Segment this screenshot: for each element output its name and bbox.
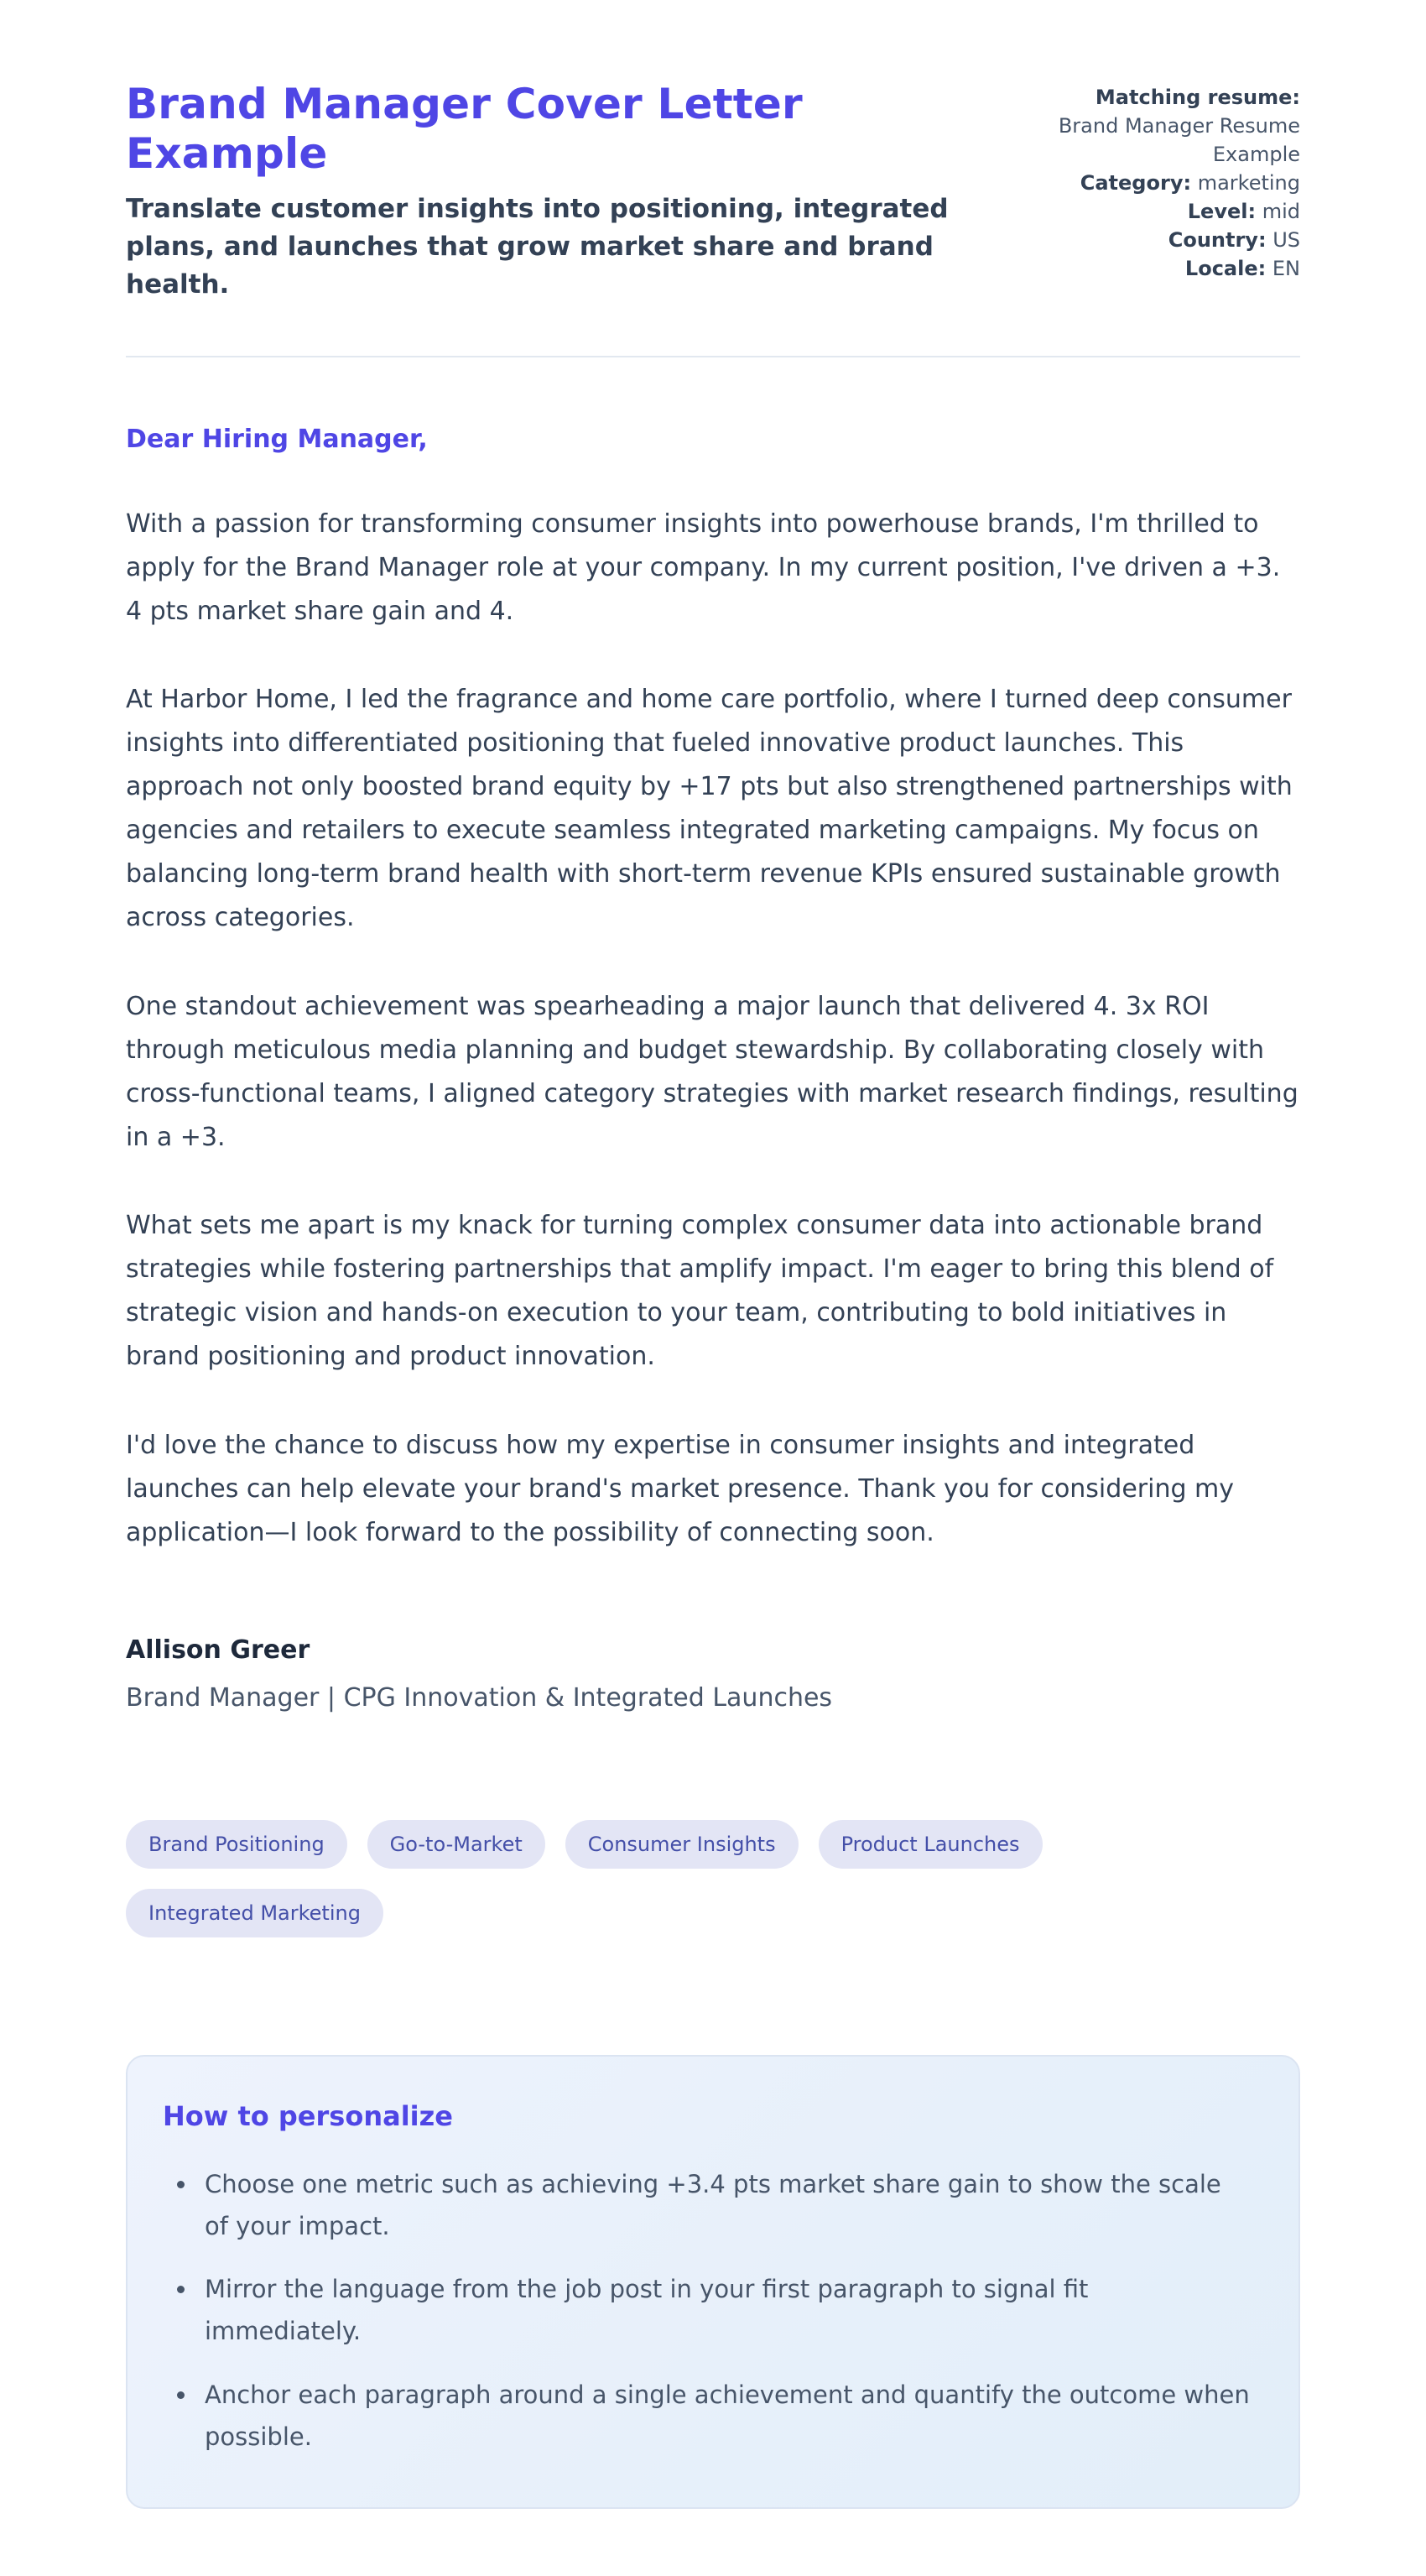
matching-resume-label: Matching resume: (1095, 86, 1300, 109)
signature-name: Allison Greer (126, 1635, 310, 1665)
letter-body (126, 503, 1300, 1555)
personalize-list (163, 2164, 1250, 2459)
personalize-bullet: • Anchor each paragraph around a single achievement and quantify the outcome when possible. (198, 2375, 1250, 2459)
matching-resume-value: Brand Manager Resume Example (1058, 114, 1300, 167)
meta-country: Country: US (1168, 228, 1300, 253)
resume-meta-block (1044, 80, 1300, 284)
letter-paragraph: With a passion for transforming consumer insights into powerhouse brands, I'm thrilled to apply for the Brand Manager role at your company. In my current position, I've driven a +3. 4 pts market share gain and 4. (126, 508, 1281, 626)
page-header (126, 80, 1300, 304)
meta-level: Level: mid (1187, 200, 1300, 224)
tag-product-launches: Product Launches (819, 1820, 1043, 1869)
tag-brand-positioning: Brand Positioning (126, 1820, 347, 1869)
header-divider (126, 356, 1300, 357)
letter-paragraph: One standout achievement was spearheading a major launch that delivered 4. 3x ROI through meticulous media planning and budget stewardship. By collaborating closely with cross-functional teams, I aligned category strategies with market research findings, resulting in a +3. (126, 991, 1298, 1152)
page-title: Brand Manager Cover Letter Example (126, 80, 803, 178)
tag-consumer-insights: Consumer Insights (565, 1820, 799, 1869)
letter-paragraph: At Harbor Home, I led the fragrance and home care portfolio, where I turned deep consumer insights into differentiated positioning that fueled innovative product launches. This approach not only boosted brand equity by +17 pts but also strengthened partnerships with agencies and retailers to execute seamless integrated marketing campaigns. My focus on balancing long-term brand health with short-term revenue KPIs ensured sustainable growth across categories. (126, 685, 1293, 932)
salutation: Dear Hiring Manager, (126, 424, 428, 454)
meta-locale: Locale: EN (1184, 257, 1300, 281)
tag-go-to-market: Go-to-Market (367, 1820, 545, 1869)
signature-role: Brand Manager | CPG Innovation & Integrated Launches (126, 1682, 833, 1713)
personalize-bullet: • Choose one metric such as achieving +3.4 pts market share gain to show the scale of your impact. (198, 2164, 1250, 2248)
page-subtitle: Translate customer insights into positioning, integrated plans, and launches that grow market share and brand health. (126, 194, 949, 300)
letter-paragraph: What sets me apart is my knack for turning complex consumer data into actionable brand strategies while fostering partnerships that amplify impact. I'm eager to bring this blend of strategic vision and hands-on execution to your team, contributing to bold initiatives in brand positioning and product innovation. (126, 1211, 1274, 1372)
header-title-block (126, 80, 973, 304)
meta-category: Category: marketing (1080, 171, 1300, 196)
letter-paragraph: I'd love the chance to discuss how my expertise in consumer insights and integrated launches can help elevate your brand's market presence. Thank you for considering my application—I look forward to the possibility of connecting soon. (126, 1430, 1235, 1547)
personalize-heading: How to personalize (163, 2099, 453, 2132)
tag-list (126, 1820, 1300, 1937)
personalize-bullet: • Mirror the language from the job post in your first paragraph to signal fit immediately. (198, 2269, 1250, 2353)
tag-integrated-marketing: Integrated Marketing (126, 1889, 383, 1937)
personalize-card (126, 2055, 1300, 2509)
